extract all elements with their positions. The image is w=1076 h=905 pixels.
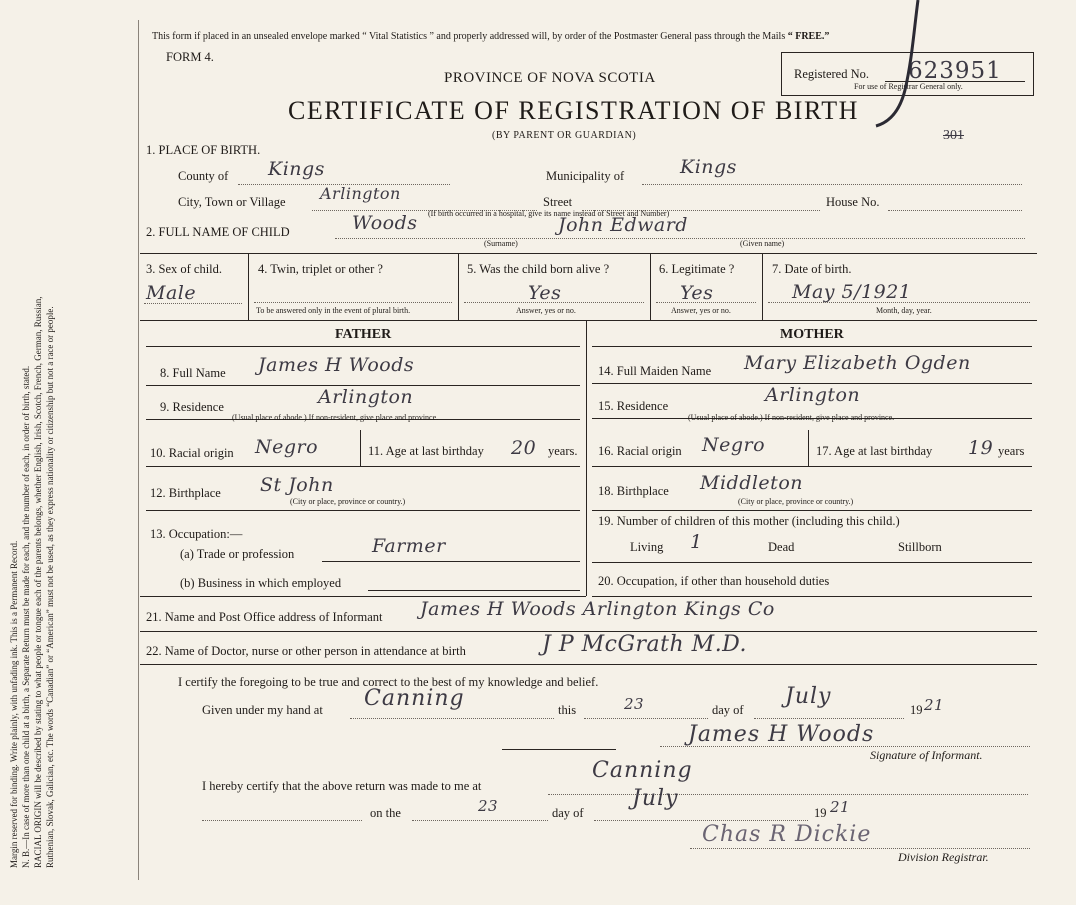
informant-value: James H Woods Arlington Kings Co (420, 598, 775, 620)
informant-signature-caption: Signature of Informant. (870, 748, 983, 762)
mother-race-value: Negro (702, 434, 766, 456)
certification-month-value: July (785, 684, 832, 709)
father-race-value: Negro (255, 436, 319, 458)
day-of-label: day of (712, 703, 744, 717)
child-given-value: John Edward (558, 214, 688, 236)
registrar-year-value: 21 (830, 798, 851, 816)
registrar-month-value: July (632, 786, 679, 811)
father-birthplace-caption: (City or place, province or country.) (290, 497, 406, 506)
living-value: 1 (690, 531, 703, 553)
page-title: CERTIFICATE OF REGISTRATION OF BIRTH (288, 96, 859, 125)
doctor-value: J P McGrath M.D. (542, 632, 748, 657)
mother-age-suffix: years (998, 444, 1025, 458)
street-label: Street (543, 195, 573, 209)
legitimate-value: Yes (680, 282, 714, 304)
father-trade-value: Farmer (372, 535, 446, 557)
place-of-birth-heading: 1. PLACE OF BIRTH. (146, 143, 261, 157)
pen-stroke-mark (870, 0, 930, 130)
mail-notice: This form if placed in an unsealed envelope marked “ Vital Statistics ” and properly addressed will, by order of the Postmaster General pass through the Mails “ FREE.” (152, 31, 830, 42)
province-heading: PROVINCE OF NOVA SCOTIA (444, 70, 656, 86)
certification-place-value: Canning (364, 686, 465, 711)
mother-heading: MOTHER (780, 327, 844, 342)
father-residence-caption: (Usual place of abode.) If non-resident, give place and province. (232, 413, 439, 422)
registrar-day-value: 23 (478, 797, 499, 815)
city-value: Arlington (320, 184, 401, 203)
registrar-year-prefix: 19 (814, 806, 827, 820)
mother-name-label: 14. Full Maiden Name (598, 364, 712, 378)
mother-birthplace-label: 18. Birthplace (598, 484, 669, 498)
date-caption: Month, day, year. (876, 306, 932, 315)
father-birthplace-label: 12. Birthplace (150, 486, 221, 500)
father-heading: FATHER (335, 327, 392, 342)
father-business-label: (b) Business in which employed (180, 576, 342, 590)
margin-note-line: Margin reserved for binding. Write plainly, with unfading ink. This is a Permanent Record. (9, 540, 19, 868)
doctor-label: 22. Name of Doctor, nurse or other person in attendance at birth (146, 644, 466, 658)
father-occupation-label: 13. Occupation:— (150, 527, 243, 541)
given-caption: (Given name) (740, 239, 785, 248)
father-name-label: 8. Full Name (160, 366, 226, 380)
registrar-signature: Chas R Dickie (702, 822, 872, 847)
mother-children-label: 19. Number of children of this mother (including this child.) (598, 514, 900, 528)
dead-label: Dead (768, 540, 795, 554)
margin-note-line: N. B.—In case of more than one child at a birth, a Separate Return must be made for each, and the number of each, in order of birth, stated. (21, 365, 31, 868)
registrar-day-of-label: day of (552, 806, 584, 820)
house-number-label: House No. (826, 195, 880, 209)
hospital-note: (If birth occurred in a hospital, give its name instead of Street and Number) (428, 209, 670, 218)
municipality-label: Municipality of (546, 169, 625, 183)
mother-residence-caption: (Usual place of abode.) If non-resident, give place and province. (688, 413, 895, 422)
mother-residence-value: Arlington (765, 384, 861, 406)
certify-text: I certify the foregoing to be true and correct to the best of my knowledge and belief. (178, 675, 599, 689)
child-name-label: 2. FULL NAME OF CHILD (146, 225, 290, 239)
legitimate-label: 6. Legitimate ? (659, 262, 735, 276)
registrar-use-note: For use of Registrar General only. (854, 82, 963, 91)
mother-name-value: Mary Elizabeth Ogden (744, 352, 971, 374)
father-age-suffix: years. (548, 444, 578, 458)
informant-label: 21. Name and Post Office address of Informant (146, 610, 383, 624)
sex-value: Male (146, 282, 197, 304)
mother-occupation-label: 20. Occupation, if other than household duties (598, 574, 830, 588)
informant-signature: James H Woods (688, 722, 875, 747)
mother-birthplace-value: Middleton (700, 472, 803, 494)
county-value: Kings (268, 158, 325, 180)
twin-note: To be answered only in the event of plural birth. (256, 306, 411, 315)
father-residence-label: 9. Residence (160, 400, 224, 414)
mother-residence-label: 15. Residence (598, 399, 669, 413)
division-registrar-caption: Division Registrar. (898, 850, 989, 864)
mother-age-label: 17. Age at last birthday (816, 444, 933, 458)
alive-value: Yes (528, 282, 562, 304)
date-of-birth-value: May 5/1921 (792, 281, 912, 303)
this-label: this (558, 703, 577, 717)
city-label: City, Town or Village (178, 195, 286, 209)
mother-race-label: 16. Racial origin (598, 444, 682, 458)
father-residence-value: Arlington (318, 386, 414, 408)
registrar-place-value: Canning (592, 758, 693, 783)
father-age-value: 20 (511, 437, 537, 459)
father-trade-label: (a) Trade or profession (180, 547, 295, 561)
alive-caption: Answer, yes or no. (516, 306, 576, 315)
margin-note-line: Ruthenian, Slovak, Galician, etc. The words “Canadian” or “American” must not be used, as they express nationality or citizenship but not a race or people. (45, 306, 55, 868)
father-birthplace-value: St John (260, 474, 334, 496)
given-under-hand-label: Given under my hand at (202, 703, 323, 717)
certification-day-value: 23 (624, 695, 645, 713)
sex-label: 3. Sex of child. (146, 262, 223, 276)
mother-birthplace-caption: (City or place, province or country.) (738, 497, 854, 506)
mother-age-value: 19 (968, 437, 994, 459)
page-subtitle: (BY PARENT OR GUARDIAN) (492, 130, 637, 141)
certification-year-value: 21 (924, 696, 945, 714)
county-label: County of (178, 169, 229, 183)
surname-caption: (Surname) (484, 239, 518, 248)
margin-note-line: RACIAL ORIGIN will be described by stating to what people or tongue each of the parents belongs, whether English, Irish, Scotch, French, German, Russian, (33, 296, 43, 868)
year-prefix: 19 (910, 703, 923, 717)
father-name-value: James H Woods (258, 354, 415, 376)
registrar-certify-text: I hereby certify that the above return was made to me at (202, 779, 482, 793)
alive-label: 5. Was the child born alive ? (467, 262, 610, 276)
child-surname-value: Woods (352, 212, 418, 234)
on-the-label: on the (370, 806, 401, 820)
stillborn-label: Stillborn (898, 540, 942, 554)
legitimate-caption: Answer, yes or no. (671, 306, 731, 315)
struck-mark: 301 (943, 128, 964, 143)
living-label: Living (630, 540, 664, 554)
municipality-value: Kings (680, 156, 737, 178)
twin-label: 4. Twin, triplet or other ? (258, 262, 383, 276)
father-race-label: 10. Racial origin (150, 446, 234, 460)
father-age-label: 11. Age at last birthday (368, 444, 484, 458)
registered-number: 623951 (908, 58, 1002, 84)
margin-notes (8, 18, 56, 868)
registered-label: Registered No. (794, 67, 869, 81)
date-of-birth-label: 7. Date of birth. (772, 262, 852, 276)
form-number: FORM 4. (166, 50, 214, 64)
